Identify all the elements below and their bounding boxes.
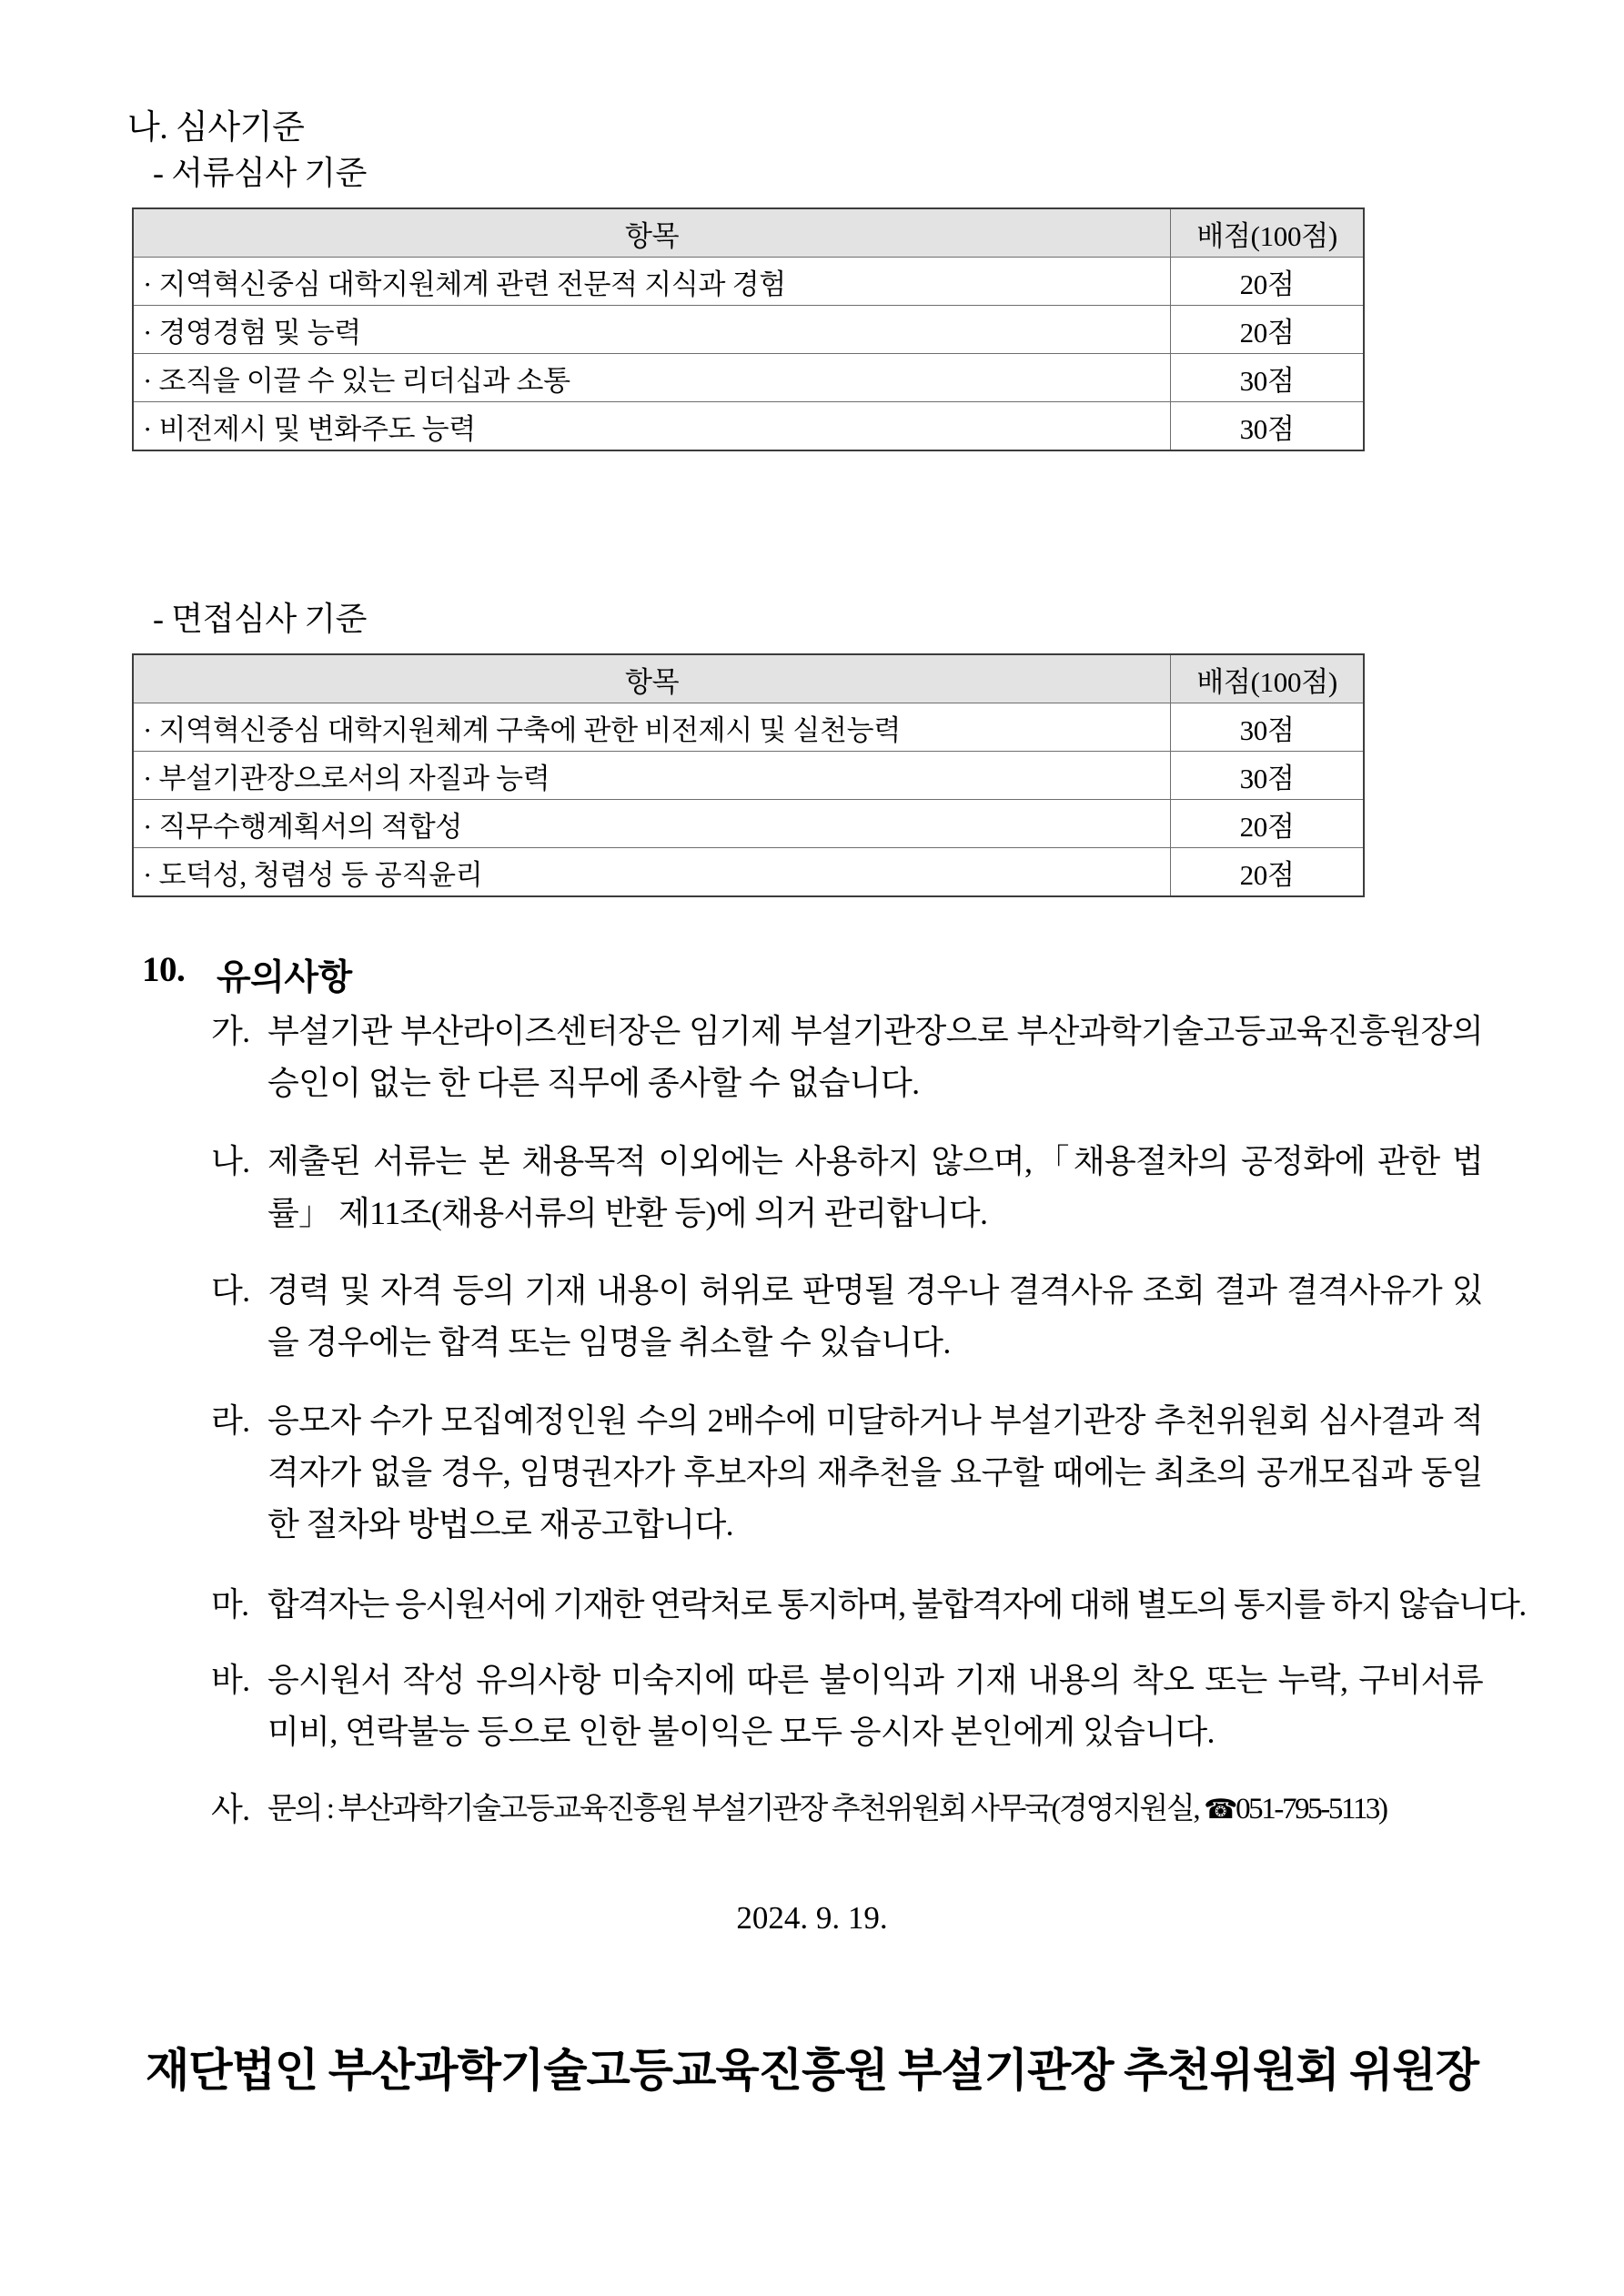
table-row: [133, 848, 1364, 897]
notice-marker: 마.: [211, 1586, 248, 1623]
criteria-item: · 비전제시 및 변화주도 능력: [133, 402, 1171, 451]
notice-text: 제출된 서류는 본 채용목적 이외에는 사용하지 않으며,「채용절차의 공정화에 관한 법률」 제11조(채용서류의 반환 등)에 의거 관리합니다.: [267, 1143, 1483, 1231]
column-header-item: 항목: [133, 654, 1171, 703]
notice-item-ba: [211, 1654, 1483, 1758]
table-header-row: [133, 654, 1364, 703]
notice-text: 응시원서 작성 유의사항 미숙지에 따른 불이익과 기재 내용의 착오 또는 누락, 구비서류 미비, 연락불능 등으로 인한 불이익은 모두 응시자 본인에게 있습니다.: [267, 1662, 1483, 1750]
interview-review-subheading: - 면접심사 기준: [153, 601, 368, 637]
criteria-score: 20점: [1171, 848, 1364, 897]
criteria-item: · 도덕성, 청렴성 등 공직윤리: [133, 848, 1171, 897]
notice-text: 합격자는 응시원서에 기재한 연락처로 통지하며, 불합격자에 대해 별도의 통지를 하지 않습니다.: [267, 1586, 1526, 1623]
table-row: [133, 306, 1364, 354]
notice-item-na: [211, 1136, 1483, 1239]
column-header-item: 항목: [133, 208, 1171, 258]
criteria-score: 20점: [1171, 306, 1364, 354]
criteria-item: · 경영경험 및 능력: [133, 306, 1171, 354]
table-row: [133, 258, 1364, 306]
notices-section-title: 유의사항: [217, 958, 352, 997]
document-date: 2024. 9. 19.: [736, 1900, 888, 1936]
criteria-score: 20점: [1171, 258, 1364, 306]
criteria-item: · 부설기관장으로서의 자질과 능력: [133, 752, 1171, 800]
notice-item-sa: [211, 1784, 1494, 1836]
notices-section-number: 10.: [142, 950, 186, 989]
table-row: [133, 752, 1364, 800]
column-header-score: 배점(100점): [1171, 654, 1364, 703]
contact-phone-number: 051-795-5113): [1236, 1793, 1387, 1826]
interview-review-table: [132, 653, 1365, 897]
criteria-heading: 나. 심사기준: [127, 109, 305, 147]
column-header-score: 배점(100점): [1171, 208, 1364, 258]
notice-marker: 사.: [211, 1791, 250, 1827]
notice-marker: 가.: [211, 1013, 250, 1049]
notice-item-da: [211, 1265, 1483, 1369]
notice-item-ga: [211, 1006, 1483, 1109]
notice-marker: 나.: [211, 1143, 250, 1179]
notice-text: 부설기관 부산라이즈센터장은 임기제 부설기관장으로 부산과학기술고등교육진흥원장의 승인이 없는 한 다른 직무에 종사할 수 없습니다.: [267, 1013, 1483, 1101]
notice-text: 응모자 수가 모집예정인원 수의 2배수에 미달하거나 부설기관장 추천위원회 심사결과 적격자가 없을 경우, 임명권자가 후보자의 재추천을 요구할 때에는 최초의 공개모집과 동일한 절차와 방법으로 재공고합니다.: [267, 1402, 1483, 1542]
table-row: [133, 800, 1364, 848]
telephone-icon: ☎: [1204, 1794, 1236, 1826]
notice-item-ma: [211, 1579, 1526, 1631]
criteria-item: · 지역혁신중심 대학지원체계 구축에 관한 비전제시 및 실천능력: [133, 703, 1171, 752]
notice-marker: 다.: [211, 1272, 250, 1309]
table-header-row: [133, 208, 1364, 258]
notice-marker: 바.: [211, 1662, 250, 1698]
criteria-score: 30점: [1171, 402, 1364, 451]
criteria-score: 20점: [1171, 800, 1364, 848]
criteria-item: · 지역혁신중심 대학지원체계 관련 전문적 지식과 경험: [133, 258, 1171, 306]
criteria-score: 30점: [1171, 354, 1364, 402]
document-review-subheading: - 서류심사 기준: [153, 155, 368, 191]
notice-item-ra: [211, 1395, 1483, 1551]
notice-contact-prefix: 문의 : 부산과학기술고등교육진흥원 부설기관장 추천위원회 사무국(경영지원실,: [267, 1793, 1205, 1826]
criteria-item: · 직무수행계획서의 적합성: [133, 800, 1171, 848]
notice-text: 경력 및 자격 등의 기재 내용이 허위로 판명될 경우나 결격사유 조회 결과 결격사유가 있을 경우에는 합격 또는 임명을 취소할 수 있습니다.: [267, 1272, 1483, 1360]
signature-line: 재단법인 부산과학기술고등교육진흥원 부설기관장 추천위원회 위원장: [146, 2045, 1478, 2096]
criteria-score: 30점: [1171, 752, 1364, 800]
notice-text-contact: [267, 1784, 1494, 1836]
document-review-table: [132, 207, 1365, 451]
criteria-score: 30점: [1171, 703, 1364, 752]
table-row: [133, 354, 1364, 402]
notice-marker: 라.: [211, 1402, 250, 1439]
criteria-item: · 조직을 이끌 수 있는 리더십과 소통: [133, 354, 1171, 402]
table-row: [133, 703, 1364, 752]
table-row: [133, 402, 1364, 451]
